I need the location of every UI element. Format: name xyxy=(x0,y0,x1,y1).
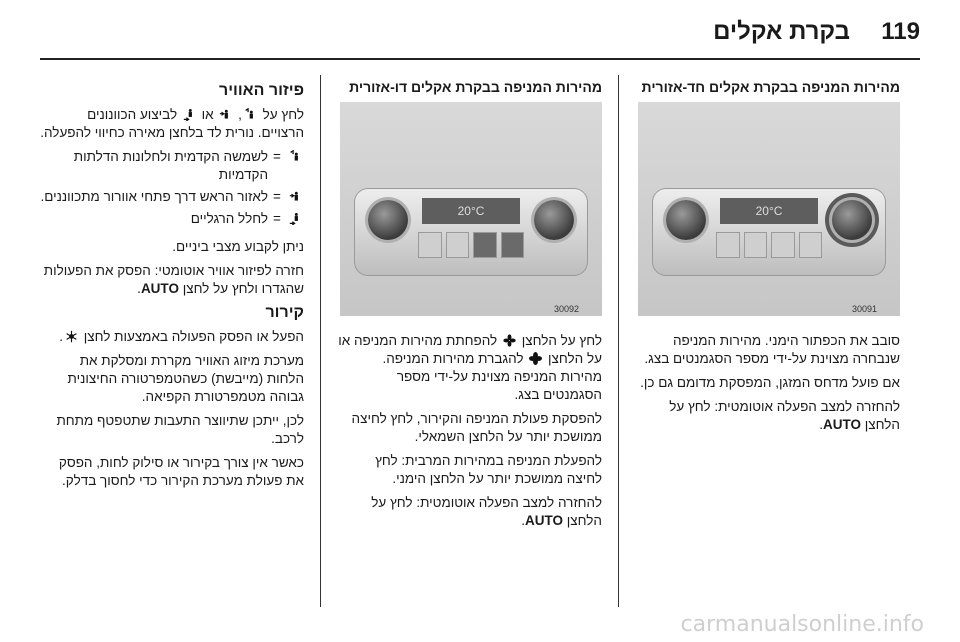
airflow-option-head: = לאזור הראש דרך פתחי אוורור מתכווננים. xyxy=(40,188,304,206)
left-knob xyxy=(368,200,408,240)
section-heading-dual-zone: מהירות המניפה בבקרת אקלים דו-אזורית xyxy=(349,79,602,95)
air-distribution-intro: לחץ על , או לביצוע הכוונונים הרצויים. נורית לד בלחצן מאירה כחיווי להפעלה. xyxy=(40,107,304,140)
airflow-feet-icon xyxy=(289,212,302,225)
fan-large-icon xyxy=(529,352,542,365)
climate-panel-face xyxy=(354,188,588,276)
column-divider-right xyxy=(618,75,619,607)
page-title: בקרת אקלים xyxy=(713,18,850,45)
airflow-feet-icon xyxy=(183,108,196,121)
section-heading-single-zone: מהירות המניפה בבקרת אקלים חד-אזורית xyxy=(641,79,900,95)
auto-distribution-note: חזרה לפיזור אוויר אוטומטי: הפסק את הפעולות שהגדרו ולחץ על לחצן AUTO. xyxy=(43,263,304,296)
page-header xyxy=(40,14,920,54)
right-knob-highlighted xyxy=(832,200,872,240)
airflow-option-feet: = לחלל הרגליים xyxy=(40,210,304,228)
header-rule xyxy=(40,58,920,60)
section-heading-cooling: קירור xyxy=(265,304,304,321)
dual-zone-para-3: להפעלת המניפה במהירות המרבית: לחץ לחיצה ממושכת יותר על הלחצן הימני. xyxy=(375,453,602,486)
dual-zone-para-1: לחץ על הלחצן להפחתת מהירות המניפה או על הלחצן להגברת מהירות המניפה. מהירות המניפה מצוינת על-ידי מספר הסגמנטים בצג. xyxy=(338,333,602,402)
climate-panel-face xyxy=(652,188,886,276)
column-single-zone xyxy=(636,78,900,440)
panel-button-row-highlighted xyxy=(416,232,526,258)
section-heading-air-distribution: פיזור האוויר xyxy=(218,82,304,99)
airflow-option-windshield: = לשמשה הקדמית ולחלונות הדלתות הקדמיות xyxy=(40,148,304,184)
temperature-display: 20°C xyxy=(422,198,520,224)
auto-button-label: AUTO xyxy=(823,417,862,432)
airflow-windshield-icon xyxy=(244,108,257,121)
airflow-head-icon xyxy=(219,108,232,121)
image-code: 30092 xyxy=(554,304,580,314)
page-number: 119 xyxy=(881,18,920,45)
dual-zone-para-2: להפסקת פעולת המניפה והקירור, לחץ לחיצה ממושכת יותר על הלחצן השמאלי. xyxy=(351,411,602,444)
intermediate-settings-note: ניתן לקבוע מצבי ביניים. xyxy=(172,239,304,254)
auto-button-label: AUTO xyxy=(140,281,179,296)
airflow-windshield-icon xyxy=(289,150,302,163)
climate-panel-image-single-zone xyxy=(638,102,900,316)
column-air-distribution xyxy=(40,78,304,496)
left-knob xyxy=(666,200,706,240)
climate-panel-image-dual-zone xyxy=(340,102,602,316)
dual-zone-para-4: להחזרה למצב הפעלה אוטומטית: לחץ על הלחצן AUTO. xyxy=(371,495,602,528)
column-dual-zone xyxy=(338,78,602,536)
right-knob xyxy=(534,200,574,240)
auto-button-label: AUTO xyxy=(525,513,564,528)
panel-button-row xyxy=(714,232,824,258)
single-zone-para-1: סובב את הכפתור הימני. מהירות המניפה שנבחרה מצוינת על-ידי מספר הסגמנטים בצג. xyxy=(644,333,900,366)
snowflake-icon xyxy=(65,330,78,343)
cooling-para-1: הפעל או הפסק הפעולה באמצעות לחצן . xyxy=(59,329,304,344)
temperature-display: 20°C xyxy=(720,198,818,224)
column-divider-left xyxy=(320,75,321,607)
single-zone-para-2: אם פועל מדחס המזגן, המפסקת מדומם גם כן. xyxy=(640,375,900,390)
single-zone-para-3: להחזרה למצב הפעלה אוטומטית: לחץ על הלחצן AUTO. xyxy=(669,399,900,432)
cooling-para-3: לכן, ייתכן שתיווצר התעבות שתטפטף מתחת לרכב. xyxy=(56,413,304,446)
image-code: 30091 xyxy=(852,304,878,314)
cooling-para-4: כאשר אין צורך בקירור או סילוק לחות, הפסק את פעולת מערכת הקירור כדי לחסוך בדלק. xyxy=(58,455,304,488)
airflow-head-icon xyxy=(289,190,302,203)
fan-small-icon xyxy=(503,334,516,347)
cooling-para-2: מערכת מיזוג האוויר מקררת ומסלקת את הלחות (מייבשת) כשהטמפרטורה החיצונית גבוהה מטמפרטורת הקפיאה. xyxy=(67,353,304,404)
watermark: carmanualsonline.info xyxy=(680,612,924,637)
